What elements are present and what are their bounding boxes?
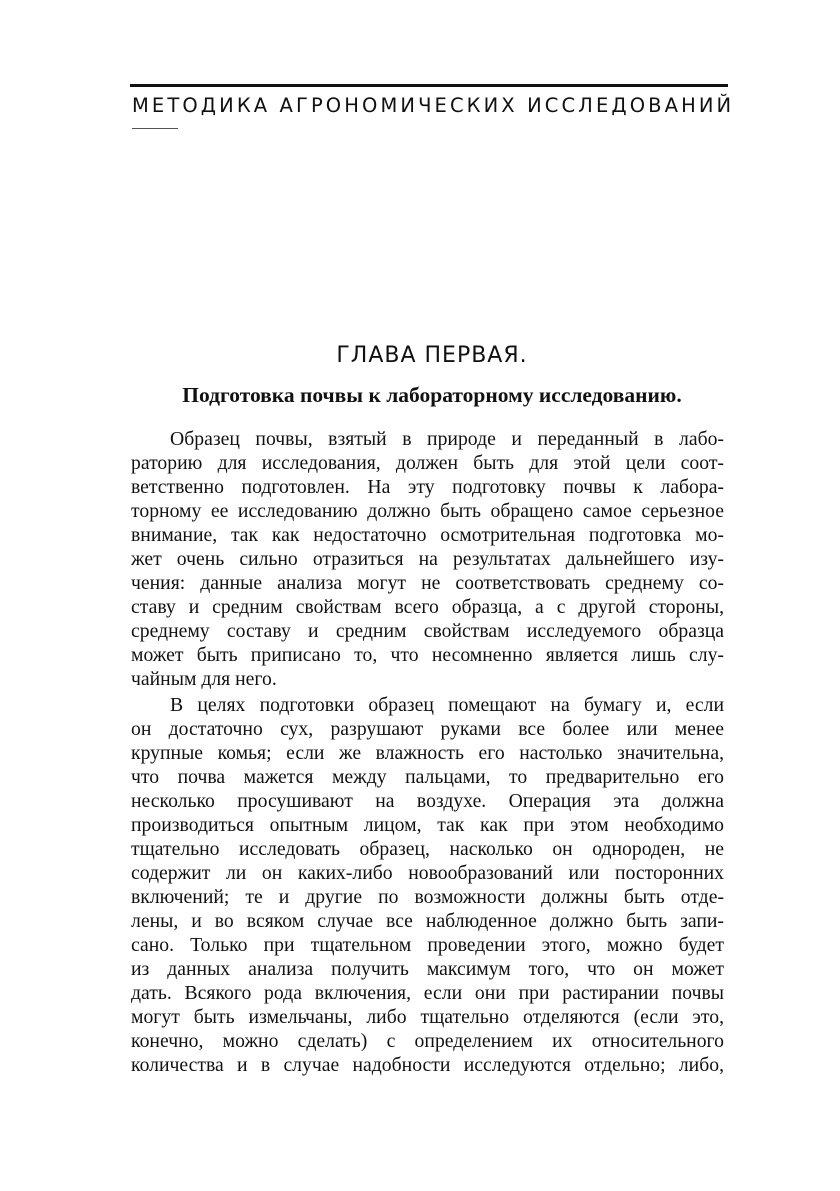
body-line: количества и в случае надобности исследуются отдельно; либо, xyxy=(131,1054,724,1076)
chapter-title: ГЛАВА ПЕРВАЯ. xyxy=(336,343,528,368)
header-rule xyxy=(130,84,728,87)
body-line: раторию для исследования, должен быть для этой цели соот- xyxy=(131,452,724,474)
body-line: крупные комья; если же влажность его настолько значительна, xyxy=(131,742,724,764)
body-line: ставу и средним свойствам всего образца, а с другой стороны, xyxy=(131,596,724,618)
body-line: включений; те и другие по возможности должны быть отде- xyxy=(131,886,724,908)
body-line: торному ее исследованию должно быть обращено самое серьезное xyxy=(131,500,724,522)
body-line: чения: данные анализа могут не соответствовать среднему со- xyxy=(131,572,724,594)
body-line: В целях подготовки образец помещают на бумагу и, если xyxy=(170,694,724,716)
section-title: Подготовка почвы к лабораторному исследованию. xyxy=(182,383,682,407)
body-line: что почва мажется между пальцами, то предварительно его xyxy=(131,766,724,788)
body-line: сано. Только при тщательном проведении этого, можно будет xyxy=(131,934,724,956)
header-underline xyxy=(132,128,178,129)
body-line: могут быть измельчаны, либо тщательно отделяются (если это, xyxy=(131,1006,724,1028)
body-line: производиться опытным лицом, так как при этом необходимо xyxy=(131,814,724,836)
body-line: лены, и во всяком случае все наблюденное должно быть запи- xyxy=(131,910,724,932)
body-line: он достаточно сух, разрушают руками все более или менее xyxy=(131,718,724,740)
body-line: среднему составу и средним свойствам исследуемого образца xyxy=(131,620,724,642)
body-line: содержит ли он каких-либо новообразований или посторонних xyxy=(131,862,724,884)
body-line: внимание, так как недостаточно осмотрительная подготовка мо- xyxy=(131,524,724,546)
body-line: Образец почвы, взятый в природе и переданный в лабо- xyxy=(170,428,724,450)
body-line: ветственно подготовлен. На эту подготовку почвы к лабора- xyxy=(131,476,724,498)
body-line: чайным для него. xyxy=(131,668,277,690)
body-line: дать. Всякого рода включения, если они при растирании почвы xyxy=(131,982,724,1004)
body-line: из данных анализа получить максимум того, что он может xyxy=(131,958,724,980)
body-line: может быть приписано то, что несомненно является лишь слу- xyxy=(131,644,724,666)
running-head: МЕТОДИКА АГРОНОМИЧЕСКИХ ИССЛЕДОВАНИЙ xyxy=(132,94,735,117)
body-line: конечно, можно сделать) с определением их относительного xyxy=(131,1030,724,1052)
body-line: тщательно исследовать образец, насколько он однороден, не xyxy=(131,838,724,860)
body-line: несколько просушивают на воздухе. Операция эта должна xyxy=(131,790,724,812)
body-line: жет очень сильно отразиться на результатах дальнейшего изу- xyxy=(131,548,724,570)
